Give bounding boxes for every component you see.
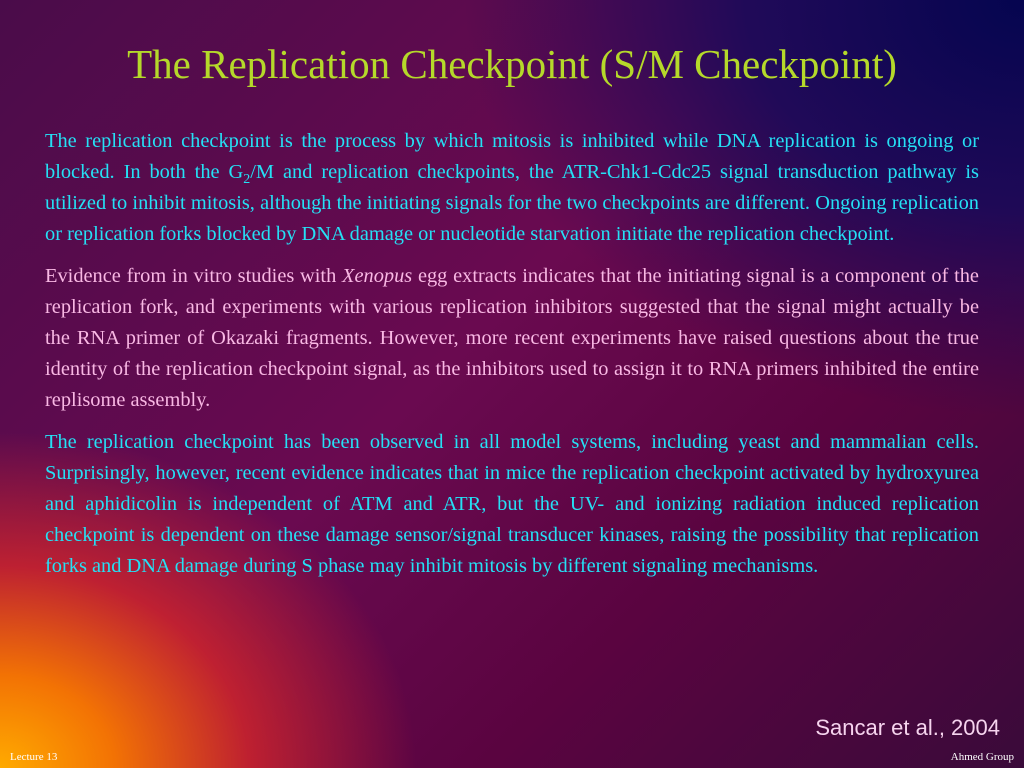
paragraph-3: The replication checkpoint has been observed in all model systems, including yeast and mammalian cells. Surprisingly, however, recent evidence indicates that in mice the replication checkpoint activated by hydroxyurea and aphidicolin is independent of ATM and ATR, but the UV- and ionizing radiation induced replication checkpoint is dependent on these damage sensor/signal transducer kinases, raising the possibility that replication forks and DNA damage during S phase may inhibit mitosis by different signaling mechanisms. (45, 431, 979, 577)
paragraph-2 (45, 261, 979, 416)
paragraph-2-italic: Xenopus (342, 265, 413, 287)
footer-lecture-label: Lecture 13 (10, 751, 58, 763)
paragraph-1 (45, 126, 979, 250)
citation: Sancar et al., 2004 (815, 715, 1000, 740)
paragraph-1-text-b: /M and replication checkpoints, the ATR-Chk1-Cdc25 signal transduction pathway is utilized to inhibit mitosis, although the initiating signals for the two checkpoints are different. Ongoing replication or replication forks blocked by DNA damage or nucleotide starvation initiate the replication checkpoint. (45, 161, 979, 245)
slide-body (45, 126, 979, 593)
paragraph-2-text-b: egg extracts indicates that the initiating signal is a component of the replication fork, and experiments with various replication inhibitors suggested that the signal might actually be the RNA primer of Okazaki fragments. However, more recent experiments have raised questions about the true identity of the replication checkpoint signal, as the inhibitors used to assign it to RNA primers inhibited the entire replisome assembly. (45, 265, 979, 411)
paragraph-1-text-a: The replication checkpoint is the process by which mitosis is inhibited while DNA replication is ongoing or blocked. In both the G (45, 130, 979, 183)
paragraph-1-subscript: 2 (243, 172, 251, 187)
paragraph-2-text-a: Evidence from in vitro studies with (45, 265, 342, 287)
footer-author-label: Ahmed Group (950, 751, 1014, 763)
slide-title: The Replication Checkpoint (S/M Checkpoint) (127, 41, 897, 87)
